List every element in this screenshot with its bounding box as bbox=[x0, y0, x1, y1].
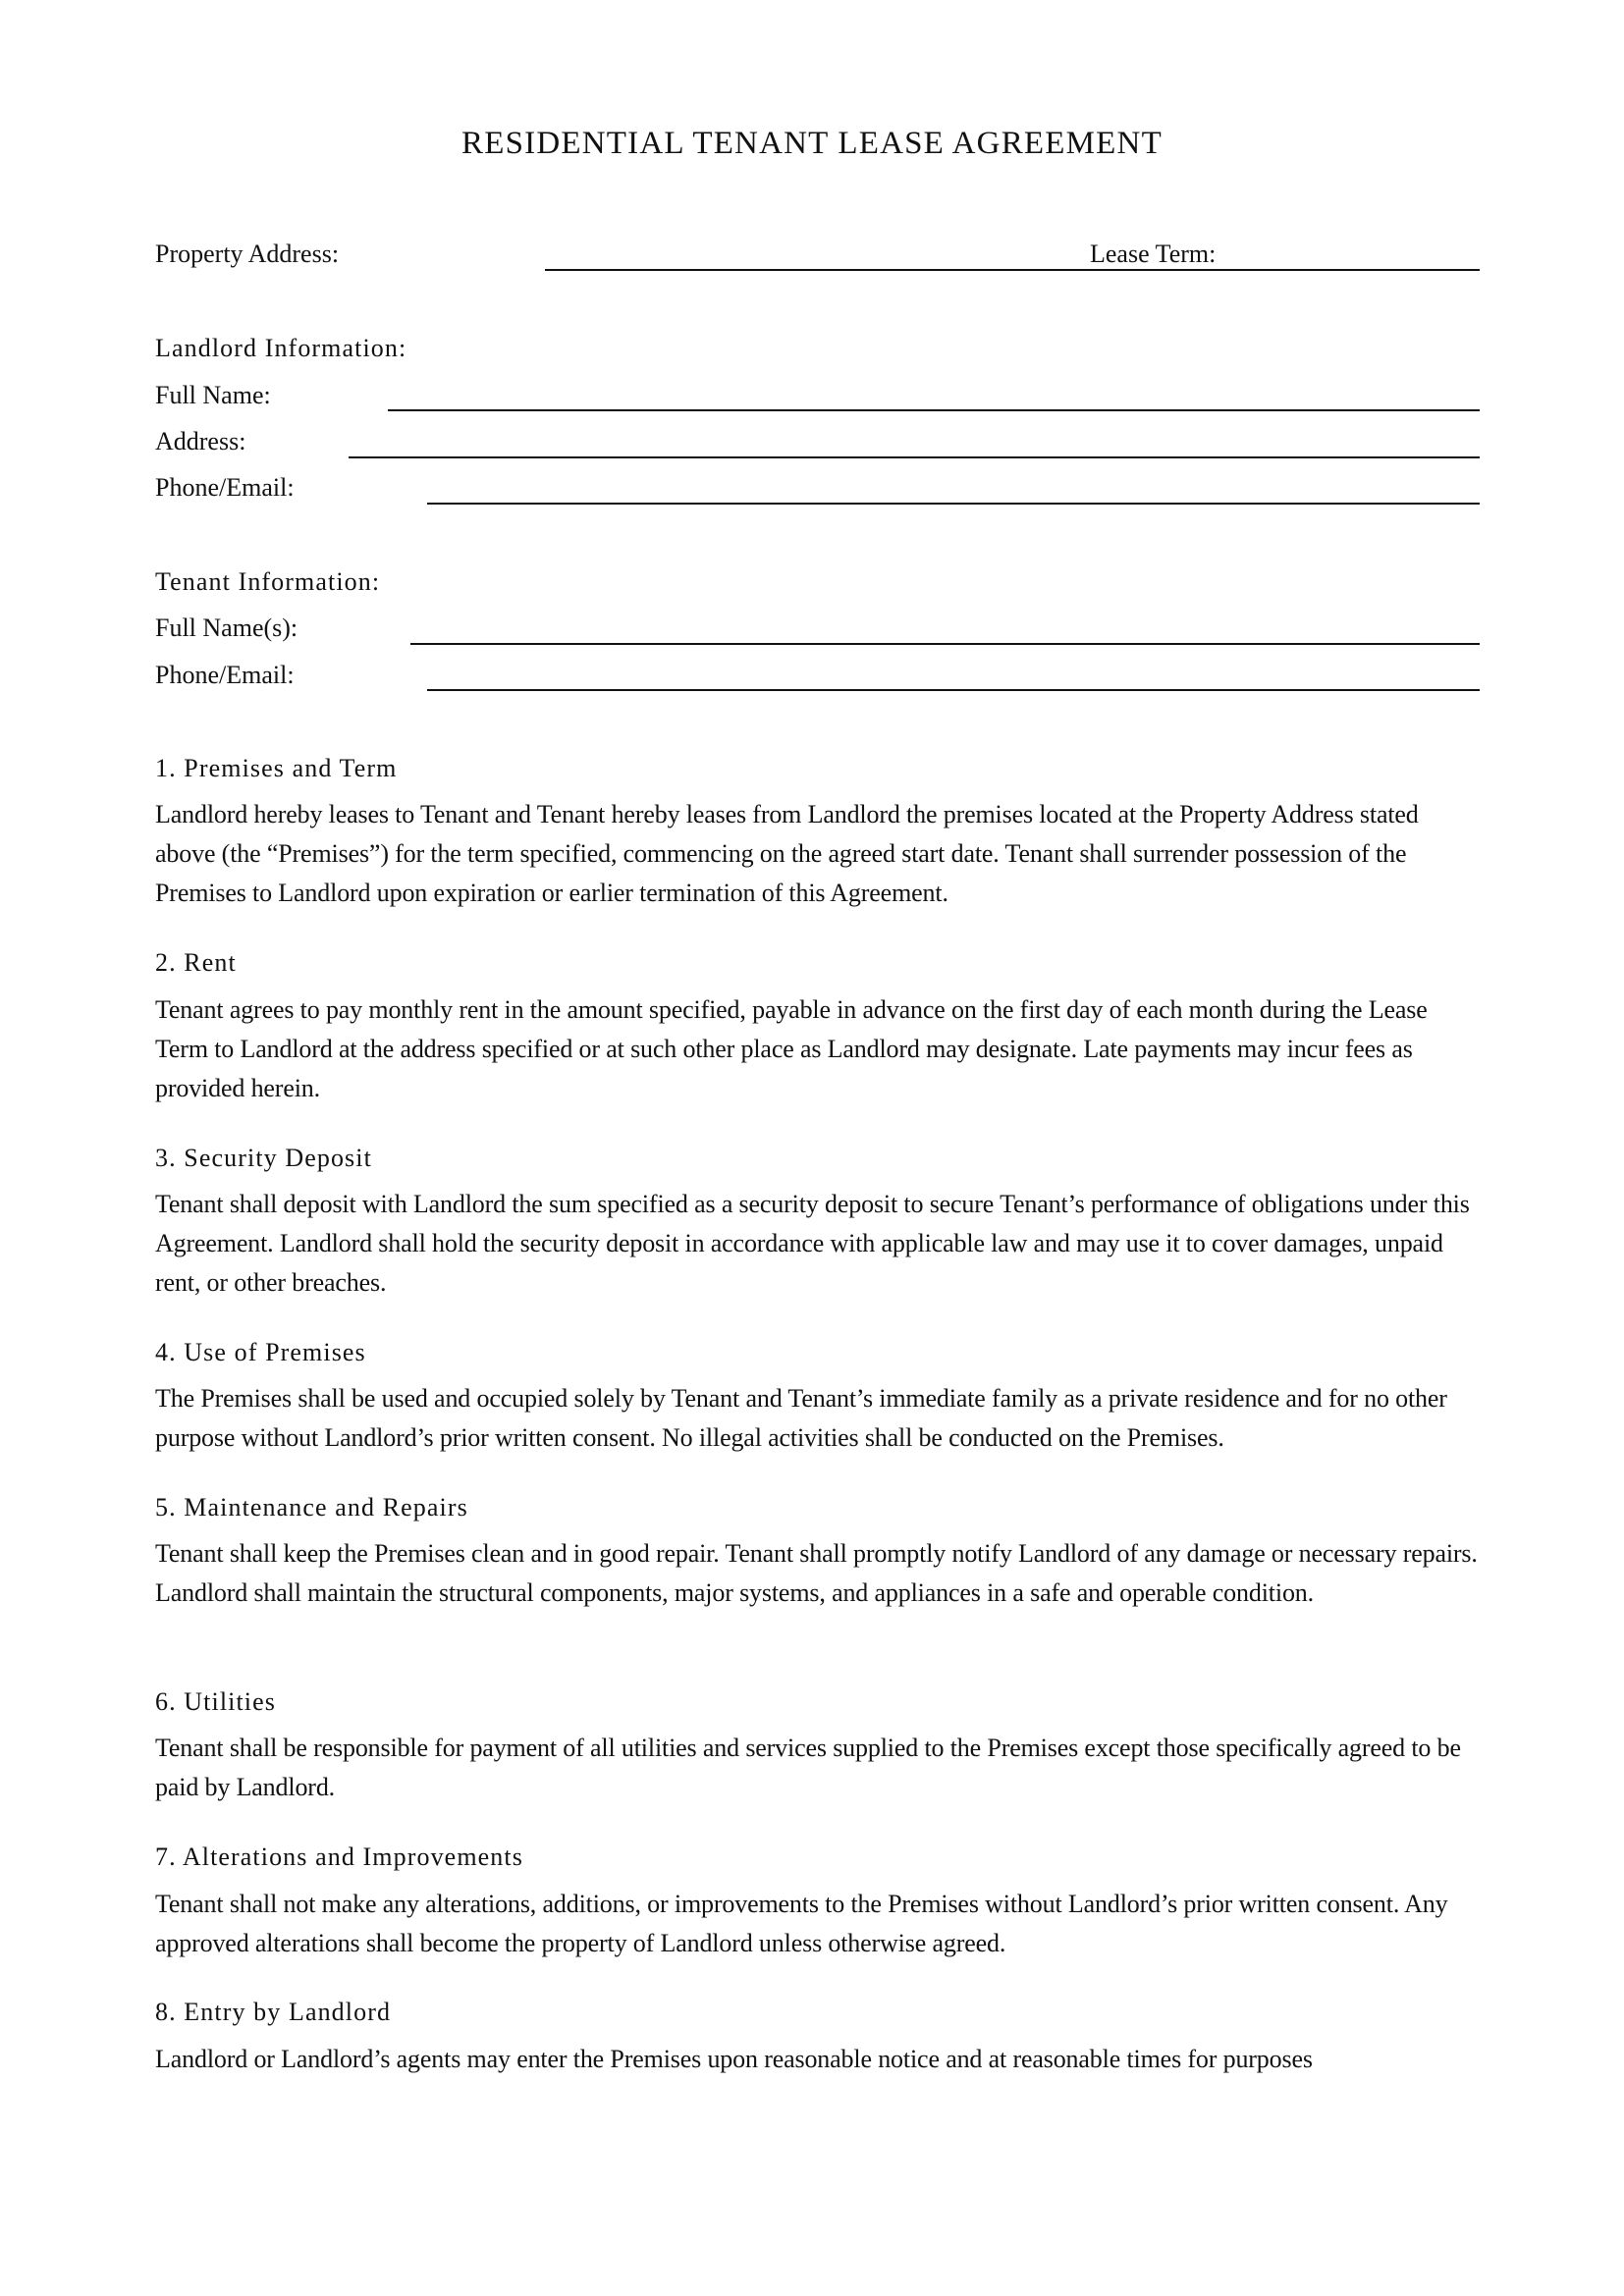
section-heading-alterations-and-improvements: 7. Alterations and Improvements bbox=[155, 1842, 523, 1871]
section-text-entry-by-landlord: Landlord or Landlord’s agents may enter the Premises upon reasonable notice and at reasonable times for purposes bbox=[155, 2045, 1313, 2073]
section-heading-maintenance-and-repairs: 5. Maintenance and Repairs bbox=[155, 1493, 468, 1522]
section-text-rent: Tenant agrees to pay monthly rent in the amount specified, payable in advance on the first day of each month during the Lease Term to Landlord at the address specified or at such other place as Landlord may designate. Late payments may incur fees as provided herein. bbox=[155, 995, 1428, 1102]
section-text-utilities: Tenant shall be responsible for payment of all utilities and services supplied to the Premises except those specifically agreed to be paid by Landlord. bbox=[155, 1734, 1461, 1801]
landlord-contact-label: Phone/Email: bbox=[155, 473, 295, 502]
section-text-use-of-premises: The Premises shall be used and occupied solely by Tenant and Tenant’s immediate family as a private residence and for no other purpose without Landlord’s prior written consent. No illegal activities shall be conducted on the Premises. bbox=[155, 1384, 1447, 1452]
landlord-name-field[interactable] bbox=[388, 409, 1480, 411]
section-heading-rent: 2. Rent bbox=[155, 948, 237, 977]
section-text-alterations-and-improvements: Tenant shall not make any alterations, additions, or improvements to the Premises without Landlord’s prior written consent. Any approved alterations shall become the property of Landlord unless otherwise agreed. bbox=[155, 1890, 1448, 1957]
tenant-name-field[interactable] bbox=[410, 643, 1480, 645]
tenant-contact-field[interactable] bbox=[427, 689, 1480, 691]
lease-term-field[interactable] bbox=[1085, 269, 1480, 271]
section-text-security-deposit: Tenant shall deposit with Landlord the sum specified as a security deposit to secure Tenant’s performance of obligations under this Agreement. Landlord shall hold the security deposit in accordance with applicable law and may use it to cover damages, unpaid rent, or other breaches. bbox=[155, 1190, 1470, 1297]
section-heading-use-of-premises: 4. Use of Premises bbox=[155, 1338, 366, 1366]
property-address-label: Property Address: bbox=[155, 240, 340, 268]
landlord-name-label: Full Name: bbox=[155, 381, 271, 409]
tenant-info-heading: Tenant Information: bbox=[155, 567, 381, 596]
tenant-contact-label: Phone/Email: bbox=[155, 661, 295, 689]
section-text-premises-and-term: Landlord hereby leases to Tenant and Tenant hereby leases from Landlord the premises located at the Property Address stated above (the “Premises”) for the term specified, commencing on the agreed start date. Tenant shall surrender possession of the Premises to Landlord upon expiration or earlier termination of this Agreement. bbox=[155, 800, 1419, 907]
landlord-address-label: Address: bbox=[155, 427, 246, 455]
landlord-info-heading: Landlord Information: bbox=[155, 334, 407, 362]
lease-term-label: Lease Term: bbox=[1090, 240, 1217, 268]
section-text-maintenance-and-repairs: Tenant shall keep the Premises clean and in good repair. Tenant shall promptly notify Landlord of any damage or necessary repairs. Landlord shall maintain the structural components, major systems, and appliances in a safe and operable condition. bbox=[155, 1539, 1478, 1607]
property-address-field[interactable] bbox=[545, 269, 1085, 271]
landlord-contact-field[interactable] bbox=[427, 503, 1480, 505]
section-heading-security-deposit: 3. Security Deposit bbox=[155, 1144, 372, 1172]
document-title: RESIDENTIAL TENANT LEASE AGREEMENT bbox=[461, 126, 1163, 161]
section-heading-utilities: 6. Utilities bbox=[155, 1687, 276, 1716]
section-heading-entry-by-landlord: 8. Entry by Landlord bbox=[155, 1998, 392, 2026]
tenant-name-label: Full Name(s): bbox=[155, 614, 298, 642]
section-heading-premises-and-term: 1. Premises and Term bbox=[155, 754, 398, 782]
landlord-address-field[interactable] bbox=[349, 456, 1480, 458]
